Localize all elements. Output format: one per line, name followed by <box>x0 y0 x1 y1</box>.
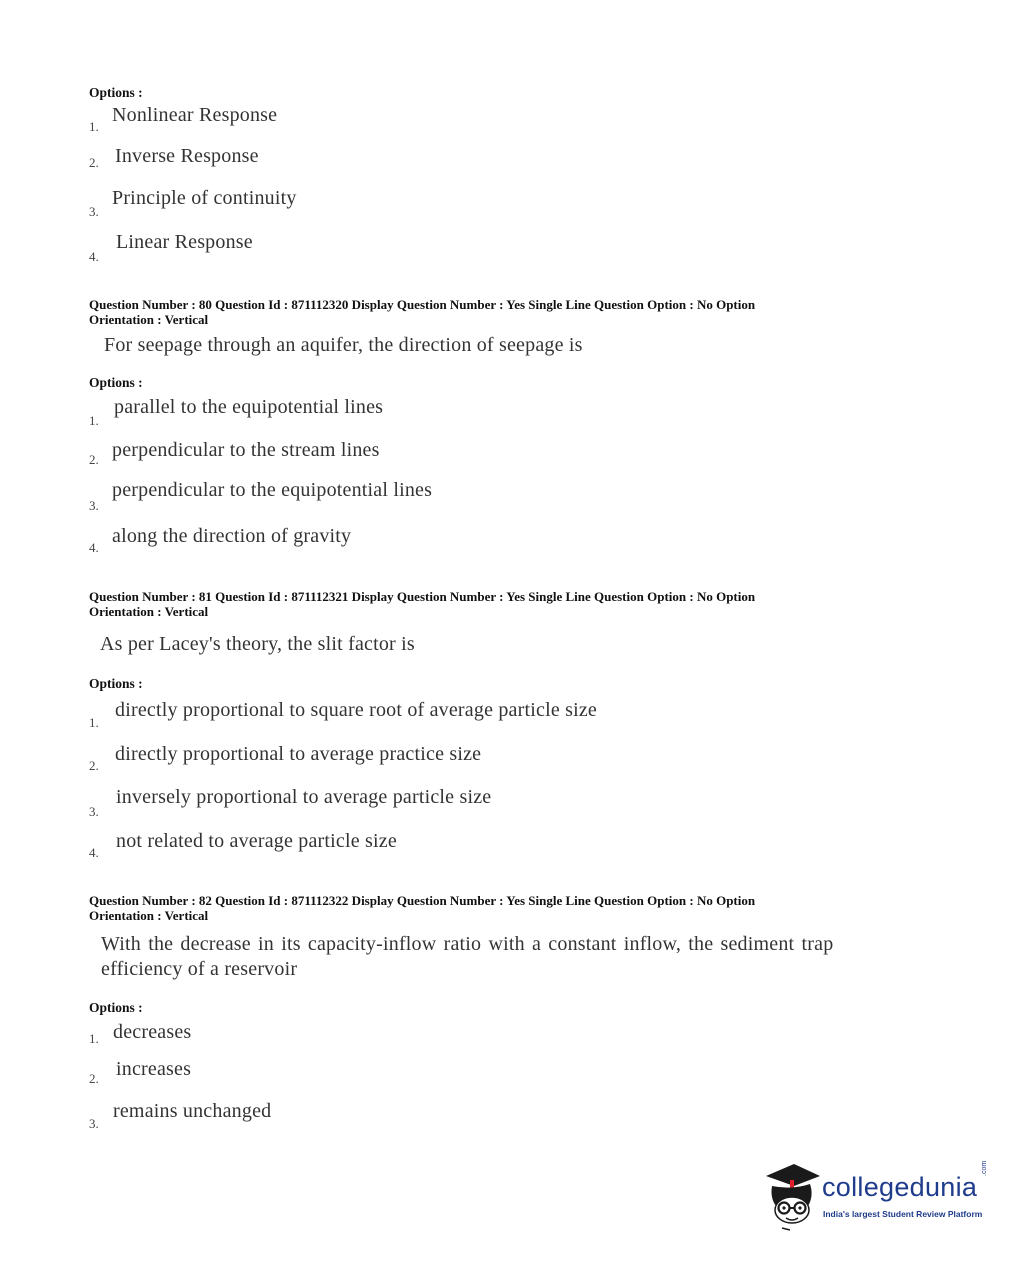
question-meta: Question Number : 80 Question Id : 871112320 Display Question Number : Yes Single Line Question Option : No Option <box>89 297 756 312</box>
question-text: As per Lacey's theory, the slit factor is <box>100 633 415 655</box>
option-number: 4. <box>89 249 99 264</box>
option-text: perpendicular to the equipotential lines <box>112 479 433 501</box>
option-number: 2. <box>89 452 99 467</box>
option-number: 3. <box>89 804 99 819</box>
mascot-icon <box>762 1160 824 1232</box>
option-text: parallel to the equipotential lines <box>114 396 384 418</box>
option-number: 4. <box>89 845 99 860</box>
logo-dotcom: .com <box>981 1160 988 1176</box>
options-label: Options : <box>89 676 143 691</box>
option-number: 2. <box>89 1071 99 1086</box>
option-text: Inverse Response <box>115 145 259 167</box>
collegedunia-logo <box>762 1160 992 1232</box>
option-text: perpendicular to the stream lines <box>112 439 380 461</box>
options-label: Options : <box>89 85 143 100</box>
option-number: 1. <box>89 119 99 134</box>
option-number: 4. <box>89 540 99 555</box>
question-meta-orientation: Orientation : Vertical <box>89 604 209 619</box>
option-text: directly proportional to average practice size <box>115 743 482 765</box>
options-label: Options : <box>89 1000 143 1015</box>
option-number: 3. <box>89 204 99 219</box>
question-meta-orientation: Orientation : Vertical <box>89 312 209 327</box>
options-label: Options : <box>89 375 143 390</box>
option-number: 2. <box>89 758 99 773</box>
option-text: along the direction of gravity <box>112 525 352 547</box>
question-text-continued: efficiency of a reservoir <box>101 958 298 980</box>
option-text: remains unchanged <box>113 1100 272 1122</box>
option-number: 2. <box>89 155 99 170</box>
option-number: 3. <box>89 498 99 513</box>
option-text: Principle of continuity <box>112 187 297 209</box>
question-meta: Question Number : 82 Question Id : 871112322 Display Question Number : Yes Single Line Question Option : No Option <box>89 893 756 908</box>
question-meta-orientation: Orientation : Vertical <box>89 908 209 923</box>
option-text: Nonlinear Response <box>112 104 278 126</box>
option-number: 3. <box>89 1116 99 1131</box>
logo-wordmark: collegedunia <box>822 1172 978 1202</box>
option-number: 1. <box>89 715 99 730</box>
option-text: directly proportional to square root of average particle size <box>115 699 598 721</box>
question-text: For seepage through an aquifer, the direction of seepage is <box>104 334 583 356</box>
option-number: 1. <box>89 1031 99 1046</box>
option-text: Linear Response <box>116 231 253 253</box>
option-number: 1. <box>89 413 99 428</box>
option-text: inversely proportional to average particle size <box>116 786 492 808</box>
option-text: not related to average particle size <box>116 830 397 852</box>
question-text: With the decrease in its capacity-inflow ratio with a constant inflow, the sediment trap <box>101 933 834 955</box>
option-text: decreases <box>113 1021 192 1043</box>
logo-tagline: India's largest Student Review Platform <box>823 1209 983 1219</box>
option-text: increases <box>116 1058 192 1080</box>
question-meta: Question Number : 81 Question Id : 871112321 Display Question Number : Yes Single Line Question Option : No Option <box>89 589 756 604</box>
